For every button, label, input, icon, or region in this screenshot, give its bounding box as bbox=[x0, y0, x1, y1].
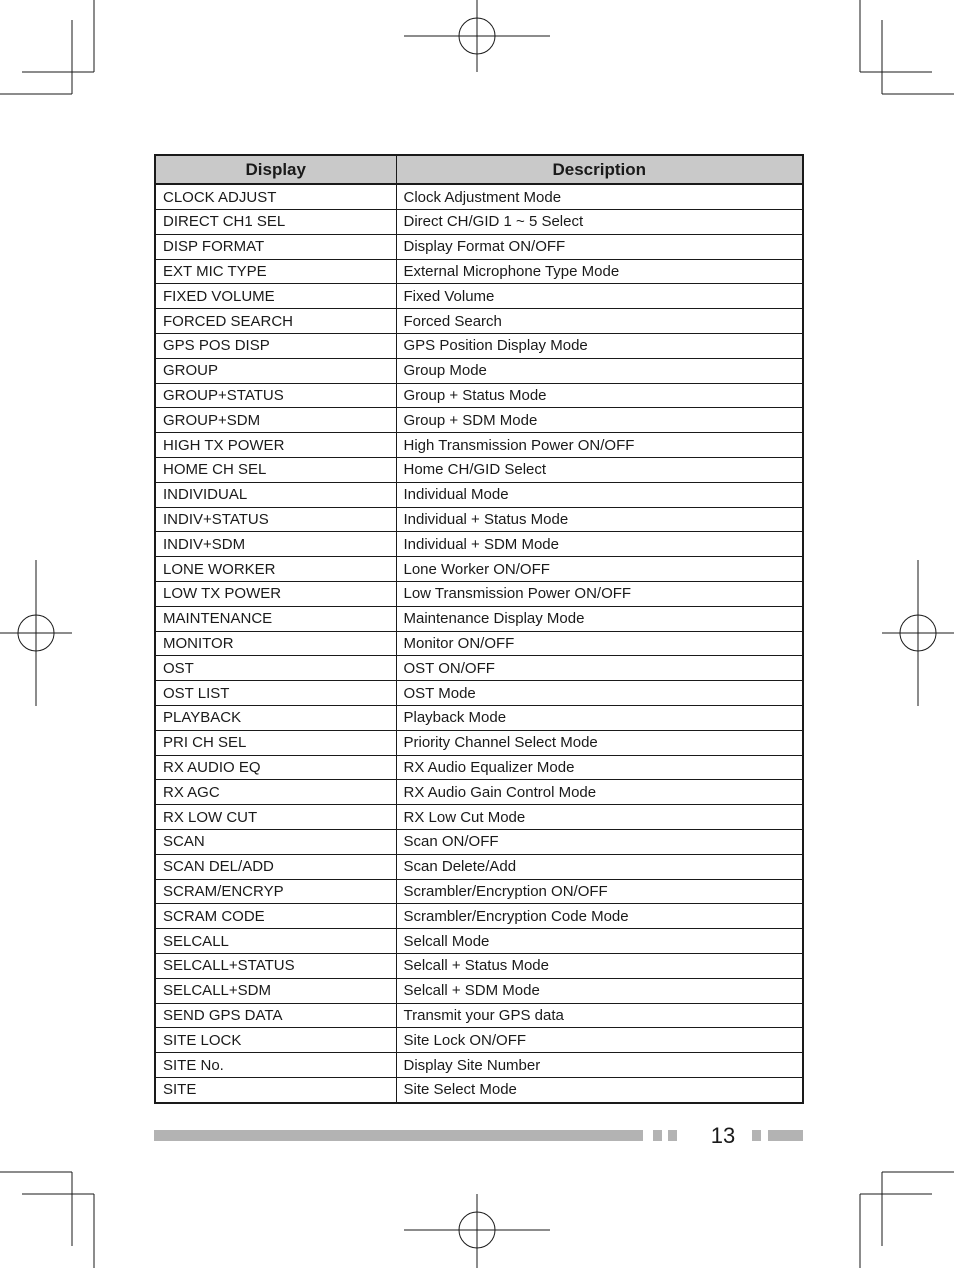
table-row bbox=[156, 730, 802, 755]
description-cell: High Transmission Power ON/OFF bbox=[396, 433, 802, 458]
display-cell: PLAYBACK bbox=[156, 706, 396, 731]
description-cell: Individual + SDM Mode bbox=[396, 532, 802, 557]
table-row bbox=[156, 507, 802, 532]
description-cell: Site Lock ON/OFF bbox=[396, 1028, 802, 1053]
display-table bbox=[154, 154, 804, 1104]
display-cell: GPS POS DISP bbox=[156, 334, 396, 359]
description-cell: OST ON/OFF bbox=[396, 656, 802, 681]
table-row bbox=[156, 1053, 802, 1078]
display-cell: SCAN bbox=[156, 830, 396, 855]
table-row bbox=[156, 830, 802, 855]
display-cell: INDIV+STATUS bbox=[156, 507, 396, 532]
table-row bbox=[156, 978, 802, 1003]
display-cell: FIXED VOLUME bbox=[156, 284, 396, 309]
table-row bbox=[156, 582, 802, 607]
display-cell: PRI CH SEL bbox=[156, 730, 396, 755]
table-row bbox=[156, 433, 802, 458]
table-body bbox=[156, 184, 802, 1102]
description-cell: Selcall + SDM Mode bbox=[396, 978, 802, 1003]
display-cell: SITE No. bbox=[156, 1053, 396, 1078]
display-cell: GROUP bbox=[156, 358, 396, 383]
display-cell: CLOCK ADJUST bbox=[156, 184, 396, 210]
table-row bbox=[156, 234, 802, 259]
description-cell: Group + Status Mode bbox=[396, 383, 802, 408]
description-cell: Maintenance Display Mode bbox=[396, 606, 802, 631]
table-row bbox=[156, 383, 802, 408]
table-row bbox=[156, 904, 802, 929]
table-row bbox=[156, 879, 802, 904]
table-row bbox=[156, 1028, 802, 1053]
table-row bbox=[156, 482, 802, 507]
table-row bbox=[156, 953, 802, 978]
description-cell: Scrambler/Encryption Code Mode bbox=[396, 904, 802, 929]
description-cell: Individual + Status Mode bbox=[396, 507, 802, 532]
display-cell: SELCALL bbox=[156, 929, 396, 954]
display-cell: SCRAM CODE bbox=[156, 904, 396, 929]
table-row bbox=[156, 631, 802, 656]
table-row bbox=[156, 681, 802, 706]
description-cell: Display Format ON/OFF bbox=[396, 234, 802, 259]
display-cell: DIRECT CH1 SEL bbox=[156, 210, 396, 235]
footer-bar-long bbox=[154, 1130, 643, 1141]
table-row bbox=[156, 805, 802, 830]
display-cell: RX AUDIO EQ bbox=[156, 755, 396, 780]
description-cell: RX Audio Gain Control Mode bbox=[396, 780, 802, 805]
table-row bbox=[156, 780, 802, 805]
display-cell: GROUP+SDM bbox=[156, 408, 396, 433]
description-cell: Low Transmission Power ON/OFF bbox=[396, 582, 802, 607]
table-row bbox=[156, 656, 802, 681]
display-cell: HIGH TX POWER bbox=[156, 433, 396, 458]
description-cell: Clock Adjustment Mode bbox=[396, 184, 802, 210]
table-row bbox=[156, 184, 802, 210]
table-row bbox=[156, 557, 802, 582]
display-cell: INDIVIDUAL bbox=[156, 482, 396, 507]
description-cell: Individual Mode bbox=[396, 482, 802, 507]
description-cell: Priority Channel Select Mode bbox=[396, 730, 802, 755]
description-cell: Scrambler/Encryption ON/OFF bbox=[396, 879, 802, 904]
table-row bbox=[156, 532, 802, 557]
table-row bbox=[156, 606, 802, 631]
display-cell: OST bbox=[156, 656, 396, 681]
footer-bar-short bbox=[768, 1130, 803, 1141]
display-cell: SEND GPS DATA bbox=[156, 1003, 396, 1028]
footer-bar-square bbox=[653, 1130, 662, 1141]
table-row bbox=[156, 284, 802, 309]
description-cell: Transmit your GPS data bbox=[396, 1003, 802, 1028]
table-header-row bbox=[156, 156, 802, 184]
description-cell: OST Mode bbox=[396, 681, 802, 706]
display-cell: OST LIST bbox=[156, 681, 396, 706]
description-cell: Lone Worker ON/OFF bbox=[396, 557, 802, 582]
description-cell: Direct CH/GID 1 ~ 5 Select bbox=[396, 210, 802, 235]
display-cell: HOME CH SEL bbox=[156, 458, 396, 483]
display-cell: INDIV+SDM bbox=[156, 532, 396, 557]
description-cell: RX Low Cut Mode bbox=[396, 805, 802, 830]
table-row bbox=[156, 210, 802, 235]
display-cell: SITE bbox=[156, 1077, 396, 1102]
display-cell: LONE WORKER bbox=[156, 557, 396, 582]
display-cell: GROUP+STATUS bbox=[156, 383, 396, 408]
description-cell: Selcall + Status Mode bbox=[396, 953, 802, 978]
table-row bbox=[156, 334, 802, 359]
display-cell: MAINTENANCE bbox=[156, 606, 396, 631]
description-cell: Display Site Number bbox=[396, 1053, 802, 1078]
display-cell: RX LOW CUT bbox=[156, 805, 396, 830]
display-cell: SITE LOCK bbox=[156, 1028, 396, 1053]
footer-bar-square bbox=[752, 1130, 761, 1141]
description-cell: Scan Delete/Add bbox=[396, 854, 802, 879]
footer-bar-square bbox=[668, 1130, 677, 1141]
display-cell: SELCALL+STATUS bbox=[156, 953, 396, 978]
table-row bbox=[156, 1077, 802, 1102]
table-row bbox=[156, 854, 802, 879]
description-cell: RX Audio Equalizer Mode bbox=[396, 755, 802, 780]
display-cell: DISP FORMAT bbox=[156, 234, 396, 259]
table-row bbox=[156, 358, 802, 383]
display-cell: EXT MIC TYPE bbox=[156, 259, 396, 284]
description-cell: External Microphone Type Mode bbox=[396, 259, 802, 284]
description-cell: GPS Position Display Mode bbox=[396, 334, 802, 359]
table-row bbox=[156, 309, 802, 334]
display-cell: MONITOR bbox=[156, 631, 396, 656]
table-row bbox=[156, 755, 802, 780]
display-cell: LOW TX POWER bbox=[156, 582, 396, 607]
page-number: 13 bbox=[710, 1123, 736, 1148]
display-description-table bbox=[156, 156, 802, 1102]
display-cell: SELCALL+SDM bbox=[156, 978, 396, 1003]
display-cell: FORCED SEARCH bbox=[156, 309, 396, 334]
description-cell: Fixed Volume bbox=[396, 284, 802, 309]
display-cell: SCRAM/ENCRYP bbox=[156, 879, 396, 904]
table-row bbox=[156, 259, 802, 284]
description-cell: Group + SDM Mode bbox=[396, 408, 802, 433]
display-cell: RX AGC bbox=[156, 780, 396, 805]
table-row bbox=[156, 929, 802, 954]
description-cell: Home CH/GID Select bbox=[396, 458, 802, 483]
table-row bbox=[156, 408, 802, 433]
description-cell: Group Mode bbox=[396, 358, 802, 383]
description-cell: Forced Search bbox=[396, 309, 802, 334]
table-row bbox=[156, 706, 802, 731]
column-header-description: Description bbox=[396, 156, 802, 184]
table-row bbox=[156, 1003, 802, 1028]
table-row bbox=[156, 458, 802, 483]
description-cell: Monitor ON/OFF bbox=[396, 631, 802, 656]
display-cell: SCAN DEL/ADD bbox=[156, 854, 396, 879]
description-cell: Site Select Mode bbox=[403, 1081, 517, 1099]
description-cell: Playback Mode bbox=[396, 706, 802, 731]
column-header-display: Display bbox=[156, 156, 396, 184]
description-cell: Scan ON/OFF bbox=[396, 830, 802, 855]
description-cell: Selcall Mode bbox=[396, 929, 802, 954]
